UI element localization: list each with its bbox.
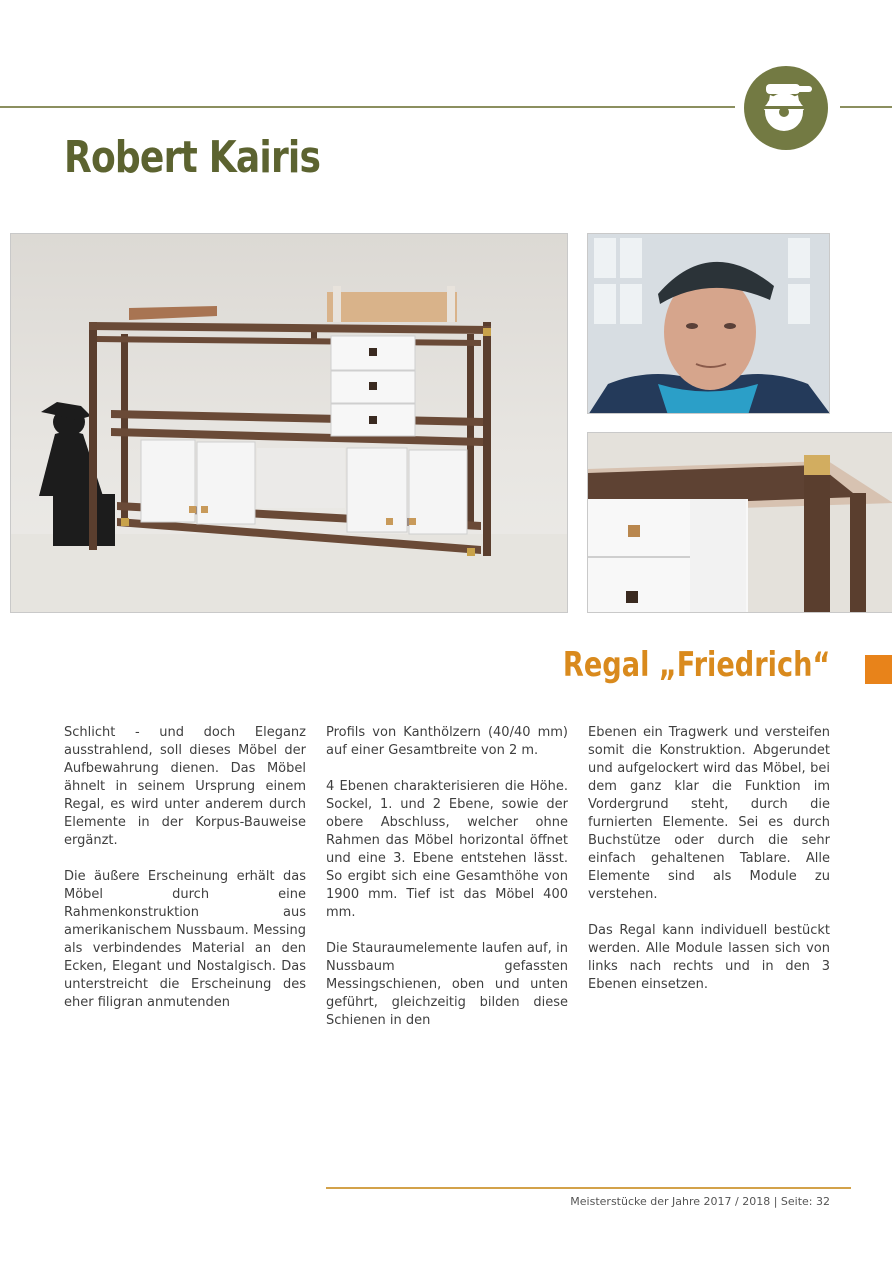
circular-saw-icon [744, 66, 828, 150]
article-subtitle: Regal „Friedrich“ [562, 645, 830, 685]
paragraph: Die äußere Erscheinung erhält das Möbel durch eine Rahmenkonstruktion aus amerikanischem Nussbaum. Messing als verbindendes Material an den Ecken, Elegant und Nostalgisch. Das unterstreicht die Erscheinung des eher filigran anmutenden [64, 869, 306, 1010]
page-footer: Meisterstücke der Jahre 2017 / 2018 | Seite: 32 [570, 1195, 830, 1208]
text-column-2 [326, 724, 568, 1048]
detail-photo [587, 432, 892, 613]
paragraph: Ebenen ein Tragwerk und versteifen somit die Konstruktion. Abgerundet und aufgelockert wird das Möbel, bei dem ganz klar die Funktion im Vordergrund steht, durch die furnierten Elemente. Sei es durch Buchstütze oder durch die sehr einfach gehaltenen Tablare. Alle Elemente sind als Module zu verstehen. [588, 725, 830, 902]
paragraph: 4 Ebenen charakterisieren die Höhe. Sockel, 1. und 2 Ebene, sowie der obere Abschluss, welcher ohne Rahmen das Möbel horizontal öffnet und eine 3. Ebene entstehen lässt. So ergibt sich eine Gesamthöhe von 1900 mm. Tief ist das Möbel 400 mm. [326, 779, 568, 920]
text-column-1 [64, 724, 306, 1030]
header-rule-right [840, 106, 892, 108]
header-rule-left [0, 106, 735, 108]
footer-rule [326, 1187, 851, 1189]
logo-badge [744, 66, 828, 150]
section-marker [865, 655, 892, 684]
paragraph: Profils von Kanthölzern (40/40 mm) auf einer Gesamtbreite von 2 m. [326, 725, 568, 758]
author-name: Robert Kairis [64, 132, 321, 183]
portrait-photo [587, 233, 830, 414]
shelf-photo [10, 233, 568, 613]
paragraph: Schlicht - und doch Eleganz ausstrahlend, soll dieses Möbel der Aufbewahrung dienen. Das Möbel ähnelt in seinem Ursprung einem Regal, es wird unter anderem durch Elemente in der Korpus-Bauweise ergänzt. [64, 725, 306, 848]
paragraph: Die Stauraumelemente laufen auf, in Nussbaum gefassten Messingschienen, oben und unten geführt, gleichzeitig bilden diese Schienen in den [326, 941, 568, 1028]
text-column-3 [588, 724, 830, 1012]
paragraph: Das Regal kann individuell bestückt werden. Alle Module lassen sich von links nach rechts und in den 3 Ebenen einsetzen. [588, 923, 830, 992]
